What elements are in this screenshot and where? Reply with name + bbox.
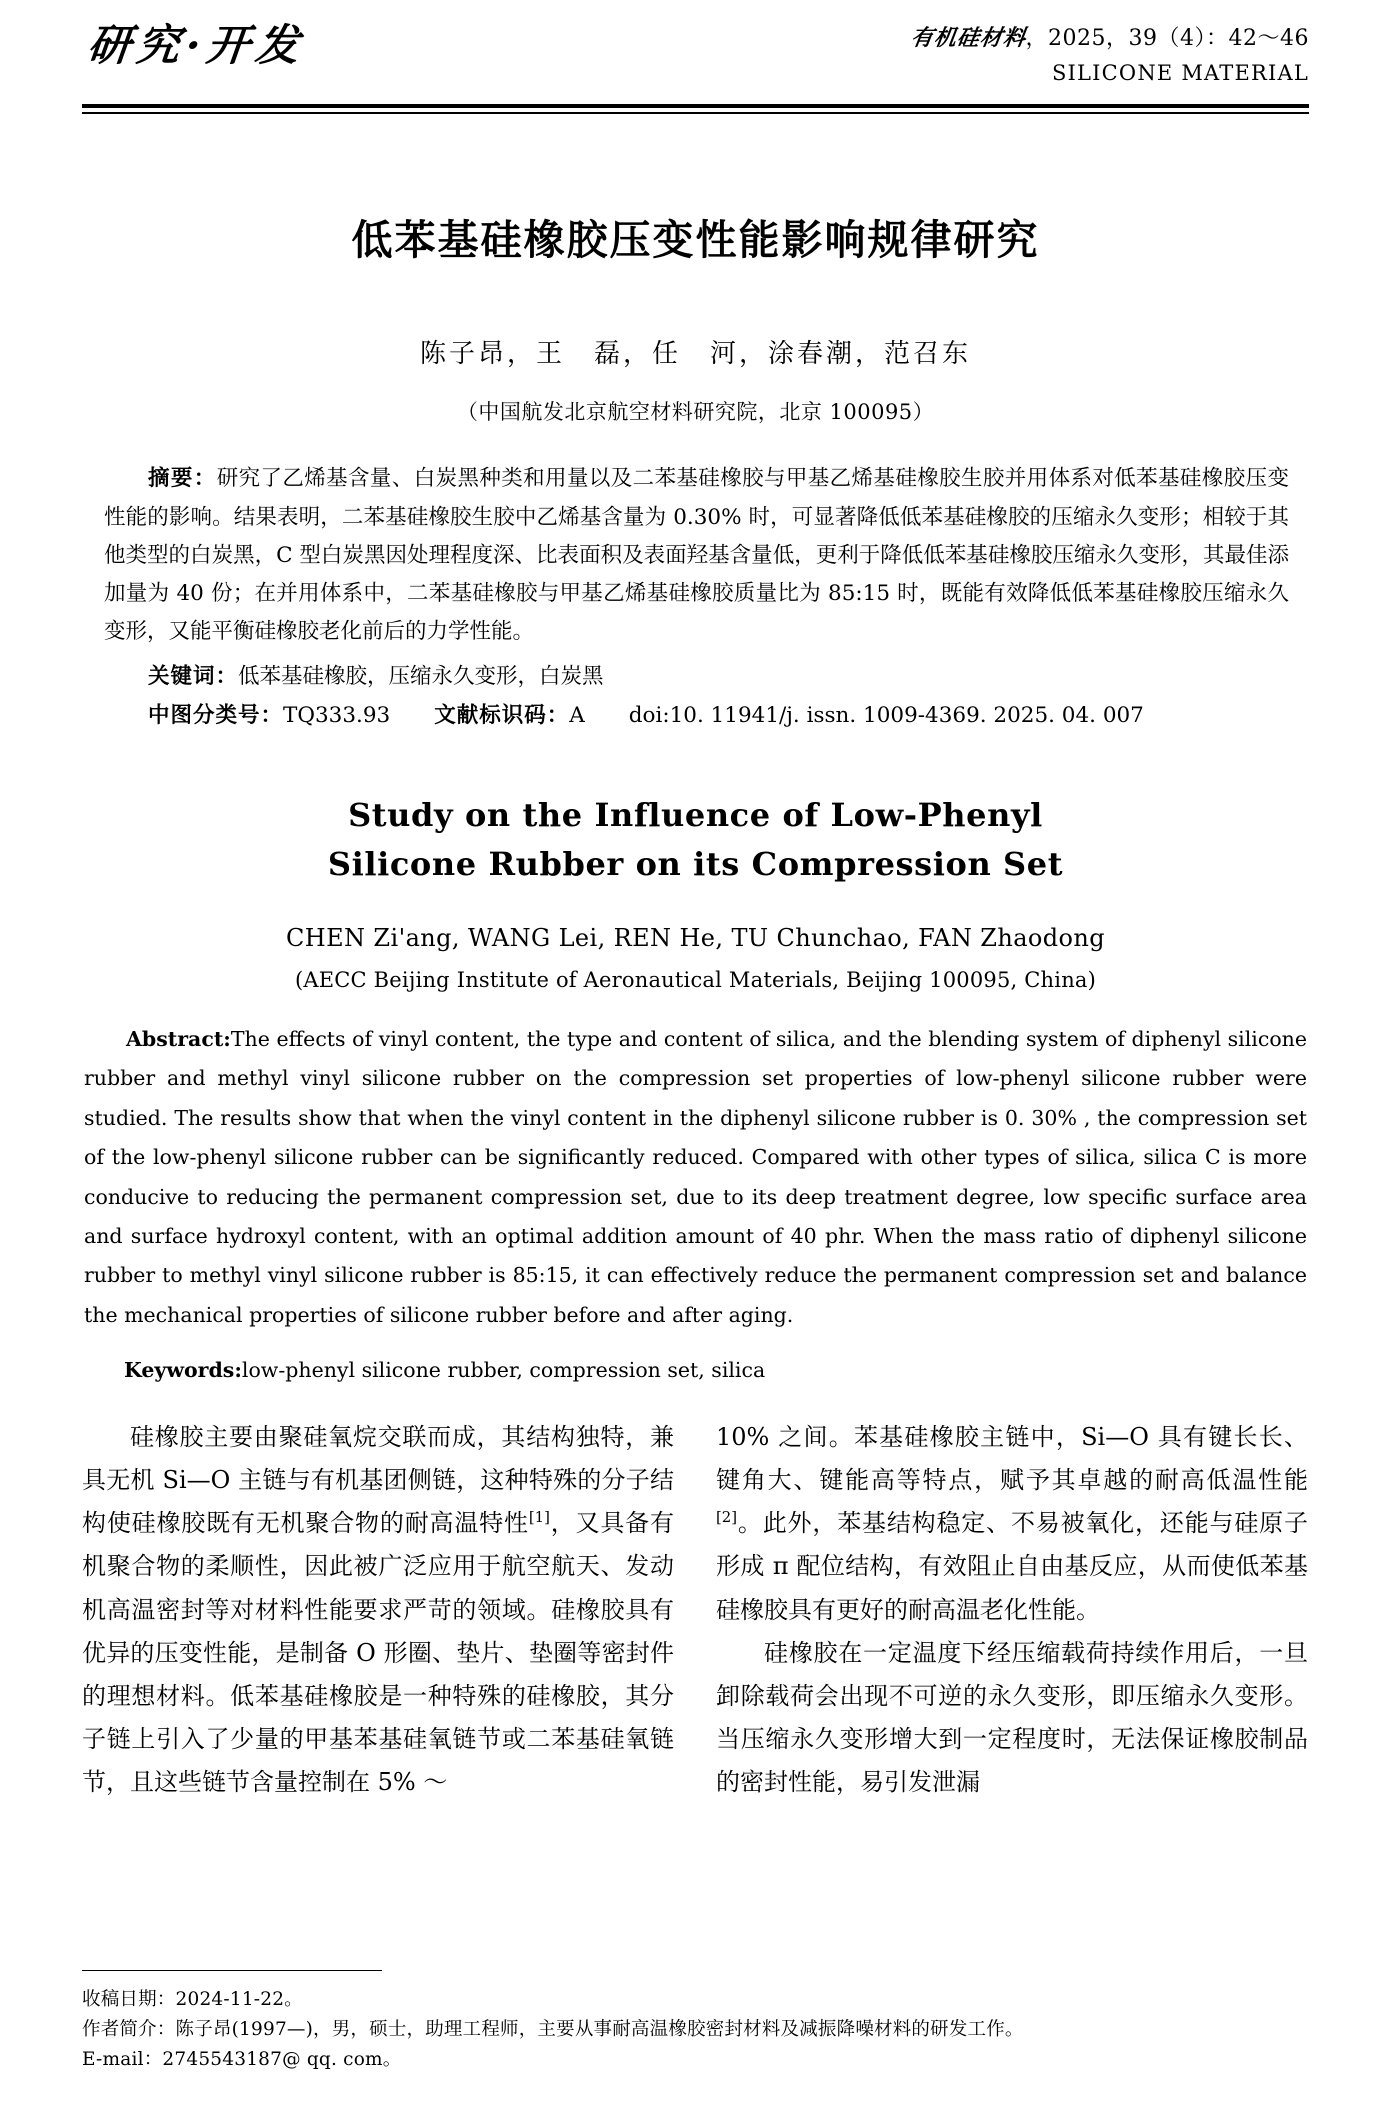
keywords-en [82,1351,1309,1390]
section-label: 研究·开发 [85,21,308,71]
author-bio-label: 作者简介： [82,2019,176,2041]
abstract-text-cn: 研究了乙烯基含量、白炭黑种类和用量以及二苯基硅橡胶与甲基乙烯基硅橡胶生胶并用体系对低苯基硅橡胶压变性能的影响。结果表明，二苯基硅橡胶生胶中乙烯基含量为 0.30% 时，可显著降低低苯基硅橡胶的压缩永久变形；相较于其他类型的白炭黑，C 型白炭黑因处理程度深、比表面积及表面羟基含量低，更利于降低低苯基硅橡胶压缩永久变形，其最佳添加量为 40 份；在并用体系中，二苯基硅橡胶与甲基乙烯基硅橡胶质量比为 85:15 时，既能有效降低低苯基硅橡胶压缩永久变形，又能平衡硅橡胶老化前后的力学性能。 [104,466,1289,645]
page-title-en-line1: Study on the Influence of Low-Phenyl [348,795,1043,834]
doccode-label: 文献标识码： [434,703,570,729]
received-date-value: 2024-11-22。 [175,1989,303,2011]
body-paragraph: 10% 之间。苯基硅橡胶主链中，Si—O 具有键长长、键角大、键能高等特点，赋予其卓越的耐高低温性能[2]。此外，苯基结构稳定、不易被氧化，还能与硅原子形成 π 配位结构，有效阻止自由基反应，从而使低苯基硅橡胶具有更好的耐高温老化性能。 [716,1422,1308,1624]
author-bio-line [82,2015,1082,2045]
keywords-label-en: Keywords: [124,1357,242,1382]
affiliation-cn: （中国航发北京航空材料研究院，北京 100095） [456,400,935,425]
clc-label: 中图分类号： [148,703,284,729]
received-date-label: 收稿日期： [82,1989,176,2011]
doccode-value: A [569,703,585,729]
abstract-cn [82,460,1309,651]
clc-value: TQ333.93 [283,703,391,729]
footnote-block [82,1970,1082,2075]
abstract-text-en: The effects of vinyl content, the type and content of silica, and the blending system of diphenyl silicone rubber and methyl vinyl silicone rubber on the compression set properties of low-phenyl silicone rubber were studied. The results show that when the vinyl content in the diphenyl silicone rubber is 0. 30% , the compression set of the low-phenyl silicone rubber can be significantly reduced. Compared with other types of silica, silica C is more conducive to reducing the permanent compression set, due to its deep treatment degree, low specific surface area and surface hydroxyl content, with an optimal addition amount of 40 phr. When the mass ratio of diphenyl silicone rubber to methyl vinyl silicone rubber is 85:15, it can effectively reduce the permanent compression set and balance the mechanical properties of silicone rubber before and after aging. [84,1027,1307,1327]
journal-citation-block [908,14,1309,85]
abstract-label-cn: 摘要： [148,466,217,492]
journal-name-en: SILICONE MATERIAL [1051,60,1309,85]
abstract-en [82,1020,1309,1335]
keywords-text-en: low-phenyl silicone rubber, compression set, silica [241,1357,766,1382]
page-title-cn: 低苯基硅橡胶压变性能影响规律研究 [351,216,1040,264]
journal-name-cn: 有机硅材料 [908,25,1028,51]
body-paragraph: 硅橡胶主要由聚硅氧烷交联而成，其结构独特，兼具无机 Si—O 主链与有机基团侧链，这种特殊的分子结构使硅橡胶既有无机聚合物的耐高温特性[1]，又具备有机聚合物的柔顺性，因此被广泛应用于航空航天、发动机高温密封等对材料性能要求严苛的领域。硅橡胶具有优异的压变性能，是制备 O 形圈、垫片、垫圈等密封件的理想材料。低苯基硅橡胶是一种特殊的硅橡胶，其分子链上引入了少量的甲基苯基硅氧链节或二苯基硅氧链节，且这些链节含量控制在 5% ～ [82,1422,675,1797]
email-line [82,2045,1082,2075]
page-title-en [82,791,1309,890]
received-date-line [82,1985,1082,2015]
email-label: E-mail： [82,2049,163,2071]
footnote-divider [82,1970,382,1971]
authors-en: CHEN Zi'ang, WANG Lei, REN He, TU Chunchao, FAN Zhaodong [285,924,1106,953]
clc-line [82,697,1309,735]
body-column-left [82,1416,674,1805]
journal-citation [908,24,1309,54]
authors-cn: 陈子昂，王 磊，任 河，涂春潮，范召东 [419,339,971,370]
citation-detail: ，2025，39（4）：42～46 [1025,26,1309,51]
body-paragraph: 硅橡胶在一定温度下经压缩载荷持续作用后，一旦卸除载荷会出现不可逆的永久变形，即压缩永久变形。当压缩永久变形增大到一定程度时，无法保证橡胶制品的密封性能，易引发泄漏 [716,1638,1308,1797]
header-divider [82,104,1309,114]
affiliation-en: (AECC Beijing Institute of Aeronautical Materials, Beijing 100095, China) [294,968,1097,993]
doi-value: doi:10. 11941/j. issn. 1009-4369. 2025. 04. 007 [628,703,1144,729]
running-head [82,0,1309,98]
keywords-text-cn: 低苯基硅橡胶，压缩永久变形，白炭黑 [238,663,604,689]
page-title-en-line2: Silicone Rubber on its Compression Set [327,845,1064,884]
keywords-label-cn: 关键词： [148,663,239,689]
author-bio-value: 陈子昂(1997—)，男，硕士，助理工程师，主要从事耐高温橡胶密封材料及减振降噪材料的研发工作。 [175,2019,1024,2041]
body-columns [82,1416,1309,1805]
body-column-right [716,1416,1308,1805]
keywords-cn [82,658,1309,696]
email-value: 2745543187@ qq. com。 [162,2049,402,2071]
abstract-label-en: Abstract: [126,1027,231,1052]
